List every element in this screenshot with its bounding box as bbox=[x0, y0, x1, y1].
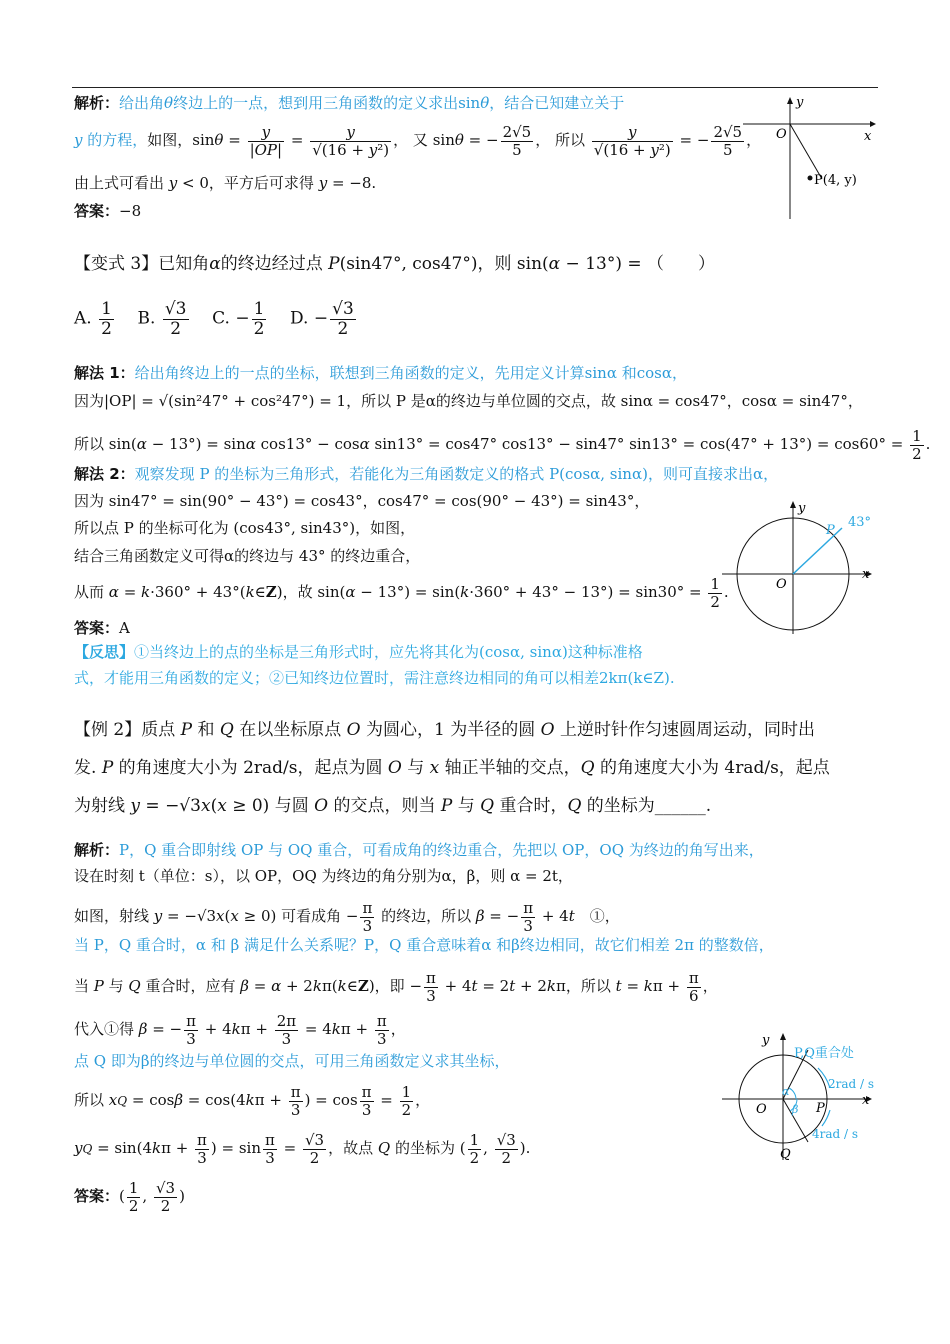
variant3-options: A. $\frac{1}{2}$ B. $\frac{√3}{2}$ C. − $\frac{1}{2}$ D. − $\frac{√3}{2}$ bbox=[74, 299, 354, 339]
ex2-l3: 为射线 y = −√3x(x ≥ 0) 与圆 O 的交点，则当 P 与 Q 重合时，Q 的坐标为______. bbox=[74, 796, 712, 816]
ex2-s3: 如图，射线 y = −√3x(x ≥ 0) 可看成角 − $\frac{\pi}{3}$ 的终边，所以 β = − $\frac{\pi}{3}$ + 4t ①， bbox=[74, 899, 620, 935]
variant3-title: 【变式 3】已知角α的终边经过点 P(sin47°, cos47°)，则 sin(α − 13°) = （ ） bbox=[74, 254, 716, 274]
ex2-s9: yQ = sin(4kπ + $\frac{\pi}{3}$ ) = sin $\frac{\pi}{3}$ = $\frac{√3}{2}$ ，故点 Q 的坐标为 ( $\frac{1}{2}$ , $\frac{√3}{2}$ ). bbox=[74, 1131, 531, 1167]
p1-line3: 由上式可看出 y < 0，平方后可求得 y = −8. bbox=[74, 174, 377, 192]
p1-fig-y: y bbox=[796, 95, 804, 110]
ex2-s1: 解析：P，Q 重合即射线 OP 与 OQ 重合，可看成角的终边重合，先把以 OP，OQ 为终边的角写出来， bbox=[74, 841, 764, 859]
ex2-fig-q: Q bbox=[780, 1147, 791, 1162]
v3-answer: 答案：A bbox=[74, 619, 130, 637]
p1-fig-o: O bbox=[776, 127, 787, 142]
v3-fig-y: y bbox=[798, 501, 806, 516]
p1-fig-x: x bbox=[864, 129, 872, 144]
ex2-l2: 发. P 的角速度大小为 2rad/s，起点为圆 O 与 x 轴正半轴的交点，Q 的角速度大小为 4rad/s，起点 bbox=[74, 758, 830, 778]
top-rule bbox=[72, 87, 878, 88]
p1-answer: 答案：−8 bbox=[74, 202, 142, 220]
ex2-s4: 当 P，Q 重合时，α 和 β 满足什么关系呢？P，Q 重合意味着α 和β终边相同，故它们相差 2π 的整数倍， bbox=[74, 936, 774, 954]
v3-m2-l3: 所以点 P 的坐标可化为 (cos43°, sin43°)，如图， bbox=[74, 519, 416, 537]
ex2-answer: 答案：( $\frac{1}{2}$ , $\frac{√3}{2}$ ) bbox=[74, 1179, 185, 1215]
v3-fig-o: O bbox=[776, 577, 787, 592]
ex2-s8: 所以 xQ = cosβ = cos(4kπ + $\frac{\pi}{3}$ ) = cos $\frac{\pi}{3}$ = $\frac{1}{2}$ ， bbox=[74, 1083, 431, 1119]
p1-fig-p: P(4, y) bbox=[814, 173, 857, 188]
v3-m2-l1: 解法 2：观察发现 P 的坐标为三角形式，若能化为三角函数定义的格式 P(cosα, sinα)，则可直接求出α， bbox=[74, 465, 779, 483]
p1-line2: y 的方程，如图，sinθ = $\frac{y}{|OP|}$ = $\frac{y}{\text{√(16 + y²)}}$ ， 又 sinθ = − $\frac{2√5}{5}$ ， 所以 $\frac{y}{\text{√(16 + y²)}}$ = − $\frac{2√5}{5}$ ， bbox=[74, 123, 762, 159]
ex2-fig-x: x bbox=[862, 1093, 870, 1108]
ex2-fig-pq: P,Q重合处 bbox=[794, 1046, 854, 1061]
v3-m2-l5: 从而 α = k·360° + 43°(k∈Z)，故 sin(α − 13°) = sin(k·360° + 43° − 13°) = sin30° = $\frac{1}{2}$ . bbox=[74, 575, 729, 611]
ex2-s2: 设在时刻 t（单位：s），以 OP，OQ 为终边的角分别为α，β，则 α = 2t， bbox=[74, 867, 573, 885]
v3-m1-l1: 解法 1：给出角终边上的一点的坐标，联想到三角函数的定义，先用定义计算sinα 和cosα， bbox=[74, 364, 687, 382]
ex2-s6: 代入①得 β = − $\frac{\pi}{3}$ + 4kπ + $\frac{2\pi}{3}$ = 4kπ + $\frac{\pi}{3}$ ， bbox=[74, 1012, 406, 1048]
ex2-fig-p: P bbox=[816, 1101, 825, 1116]
ex2-s5: 当 P 与 Q 重合时，应有 β = α + 2kπ(k∈Z)，即 − $\frac{\pi}{3}$ + 4t = 2t + 2kπ，所以 t = kπ + $\frac{\pi}{6}$ ， bbox=[74, 969, 718, 1005]
v3-fig-p: P bbox=[826, 523, 835, 538]
v3-fig-x: x bbox=[862, 567, 870, 582]
v3-reflect-1: 【反思】①当终边上的点的坐标是三角形式时，应先将其化为(cosα, sinα)这种标准格 bbox=[74, 643, 643, 661]
ex2-fig-y: y bbox=[762, 1033, 770, 1048]
p1-line1: 解析：给出角θ终边上的一点，想到用三角函数的定义求出sinθ，结合已知建立关于 bbox=[74, 94, 625, 112]
v3-m2-l4: 结合三角函数定义可得α的终边与 43° 的终边重合， bbox=[74, 547, 421, 565]
ex2-fig-o: O bbox=[756, 1102, 767, 1117]
ex2-fig-beta: β bbox=[792, 1103, 799, 1116]
ex2-fig-w1: 2rad / s bbox=[828, 1077, 875, 1091]
ex2-fig-alpha: α bbox=[782, 1085, 790, 1098]
ex2-figure bbox=[718, 1030, 878, 1165]
v3-reflect-2: 式，才能用三角函数的定义；②已知终边位置时，需注意终边相同的角可以相差2kπ(k∈Z). bbox=[74, 669, 675, 687]
v3-fig-angle: 43° bbox=[848, 515, 872, 530]
p1-figure bbox=[738, 94, 878, 224]
v3-m1-l2: 因为|OP| = √(sin²47° + cos²47°) = 1，所以 P 是α的终边与单位圆的交点，故 sinα = cos47°，cosα = sin47°， bbox=[74, 392, 863, 410]
ex2-fig-w2: 4rad / s bbox=[812, 1127, 859, 1141]
v3-figure bbox=[718, 496, 878, 636]
ex2-l1: 【例 2】质点 P 和 Q 在以坐标原点 O 为圆心，1 为半径的圆 O 上逆时针作匀速圆周运动，同时出 bbox=[74, 720, 815, 740]
v3-m2-l2: 因为 sin47° = sin(90° − 43°) = cos43°，cos47° = cos(90° − 43°) = sin43°， bbox=[74, 492, 650, 510]
ex2-s7: 点 Q 即为β的终边与单位圆的交点，可用三角函数定义求其坐标， bbox=[74, 1052, 510, 1070]
v3-m1-l3: 所以 sin(α − 13°) = sinα cos13° − cosα sin13° = cos47° cos13° − sin47° sin13° = cos(47° + 13°) = cos60° = $\frac{1}{2}$ . bbox=[74, 427, 931, 463]
